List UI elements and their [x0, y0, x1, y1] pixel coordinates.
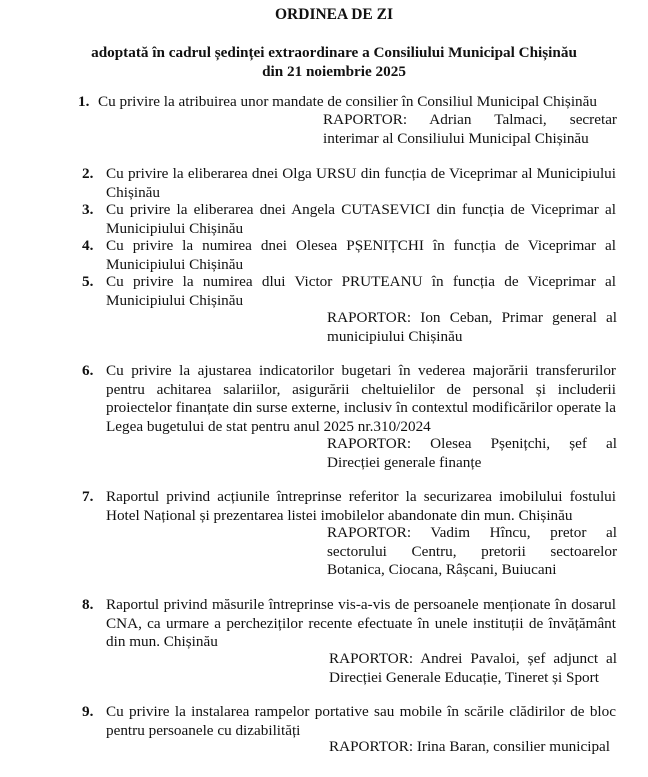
item-text: Raportul privind măsurile întreprinse vis-a-vis de persoanele menționate în dosarul CNA, ca urmare a percheziților recente efectuate în unele instituții de învățământ din mun. Chișinău: [106, 596, 616, 650]
item-text: Raportul privind acțiunile întreprinse referitor la securizarea imobilului fostului Hotel Național și prezentarea listei imobilelor abandonate din mun. Chișinău: [106, 488, 616, 524]
item-text: Cu privire la instalarea rampelor portative sau mobile în scările clădirilor de bloc pentru persoanele cu dizabilități: [106, 703, 616, 739]
raportor-line: RAPORTOR: Andrei Pavaloi, șef adjunct al: [329, 650, 617, 667]
raportor-line: Direcției generale finanțe: [327, 453, 482, 471]
item-number: 7.: [82, 488, 94, 505]
item-text: Cu privire la ajustarea indicatorilor bugetari în vederea majorării transferurilor pentru achitarea salariilor, asigurării cheltuielilor de personal și includerii proiectelor finanțate din surse externe, inclusiv în contextul modificărilor operate la Legea bugetului de stat pentru anul 2025 nr.310/2024: [106, 362, 616, 435]
raportor-block: [329, 650, 617, 687]
subtitle-line-date: din 21 noiembrie 2025: [262, 63, 406, 80]
document-title: ORDINEA DE ZI: [275, 6, 393, 23]
agenda-item: [82, 703, 616, 740]
agenda-item: [82, 273, 616, 310]
document-subtitle: [0, 43, 648, 81]
item-text: Cu privire la eliberarea dnei Olga URSU din funcția de Viceprimar al Municipiului Chișinău: [106, 165, 616, 201]
raportor-line: sectorului Centru, pretorii sectoarelor: [327, 542, 617, 560]
raportor-line: RAPORTOR: Irina Baran, consilier municipal: [329, 738, 610, 755]
raportor-block: [329, 738, 621, 757]
item-number: 5.: [82, 273, 94, 290]
item-text: Cu privire la eliberarea dnei Angela CUTASEVICI din funcția de Viceprimar al Municipiului Chișinău: [106, 201, 616, 237]
raportor-block: [327, 524, 617, 580]
agenda-item: [82, 596, 616, 652]
agenda-item: [82, 362, 616, 436]
subtitle-line-session: adoptată în cadrul ședinței extraordinare a Consiliului Municipal Chișinău: [91, 44, 577, 61]
item-number: 9.: [82, 703, 94, 720]
raportor-line: Direcției Generale Educație, Tineret și Sport: [329, 668, 599, 686]
raportor-block: [327, 309, 617, 346]
raportor-line: RAPORTOR: Adrian Talmaci, secretar: [323, 111, 617, 128]
raportor-block: [323, 111, 617, 148]
raportor-line: municipiului Chișinău: [327, 327, 463, 345]
agenda-item: [82, 165, 616, 202]
agenda-item: [82, 488, 616, 525]
agenda-item: [78, 93, 638, 112]
raportor-line: RAPORTOR: Vadim Hîncu, pretor al: [327, 524, 617, 541]
item-text: Cu privire la numirea dlui Victor PRUTEANU în funcția de Viceprimar al Municipiului Chișinău: [106, 273, 616, 309]
item-number: 3.: [82, 201, 94, 218]
raportor-line: RAPORTOR: Ion Ceban, Primar general al: [327, 309, 617, 326]
raportor-line: Botanica, Ciocana, Râșcani, Buiucani: [327, 561, 557, 578]
item-text: Cu privire la atribuirea unor mandate de consilier în Consiliul Municipal Chișinău: [98, 93, 597, 110]
item-number: 4.: [82, 237, 94, 254]
raportor-line: interimar al Consiliului Municipal Chișinău: [323, 129, 589, 147]
item-text: Cu privire la numirea dnei Olesea PȘENIȚCHI în funcția de Viceprimar al Municipiului Chișinău: [106, 237, 616, 273]
raportor-block: [327, 435, 617, 472]
item-number: 1.: [78, 93, 90, 110]
raportor-line: RAPORTOR: Olesea Pșenițchi, șef al: [327, 435, 617, 452]
item-number: 8.: [82, 596, 94, 613]
item-number: 6.: [82, 362, 94, 379]
agenda-item: [82, 237, 616, 274]
item-number: 2.: [82, 165, 94, 182]
agenda-item: [82, 201, 616, 238]
